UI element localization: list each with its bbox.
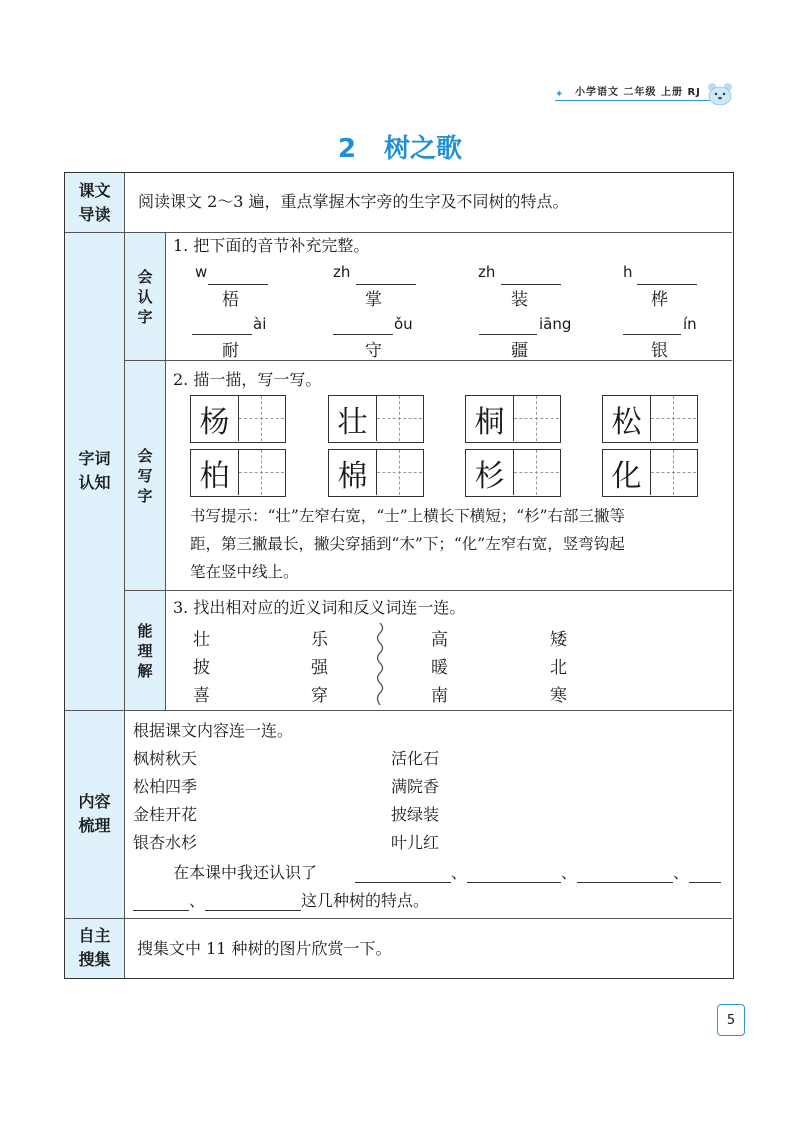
word-left-match[interactable]: 强 (311, 658, 328, 678)
pinyin-text: iāng (539, 315, 572, 333)
guide-text: 阅读课文 2～3 遍，重点掌握木字旁的生字及不同树的特点。 (138, 192, 569, 211)
content-label-line1: 内容 (78, 792, 111, 811)
answer-blank[interactable] (467, 882, 561, 883)
writing-grid[interactable] (190, 449, 286, 497)
understand-label-c1: 能 (137, 621, 153, 640)
search-label (65, 918, 124, 978)
word-right[interactable]: 高 (431, 630, 448, 650)
pinyin-text: h (623, 263, 633, 281)
hanzi: 装 (511, 290, 528, 310)
word-left[interactable]: 披 (193, 658, 210, 678)
writing-grid[interactable] (602, 395, 698, 443)
content-right-item[interactable]: 活化石 (391, 749, 440, 768)
word-left-match[interactable]: 穿 (311, 686, 328, 706)
answer-blank[interactable] (205, 910, 301, 911)
word-right-match[interactable]: 矮 (550, 630, 567, 650)
content-right-item[interactable]: 披绿装 (391, 805, 440, 824)
writing-tip-line: 书写提示：“壮”左窄右宽，“士”上横长下横短；“杉”右部三撇等 (190, 507, 626, 525)
divider (124, 173, 125, 978)
guide-label-line2: 导读 (78, 204, 111, 224)
hanzi: 桦 (651, 290, 668, 310)
pinyin-text: w (195, 263, 208, 281)
grid-guide (514, 472, 559, 473)
pinyin-text: ín (683, 315, 697, 333)
divider (65, 918, 732, 919)
answer-blank[interactable] (355, 882, 451, 883)
writing-grid[interactable] (465, 395, 561, 443)
write-label-c1: 会 (137, 446, 153, 465)
trace-char: 杉 (474, 458, 505, 494)
lesson-number: 2 (337, 134, 357, 164)
trace-char: 松 (611, 404, 642, 440)
writing-tip-line: 笔在竖中线上。 (190, 563, 299, 581)
content-left-item[interactable]: 金桂开花 (133, 805, 198, 824)
fill-suffix: 这几种树的特点。 (301, 891, 430, 910)
answer-blank[interactable] (192, 334, 252, 335)
page-number: 5 (717, 1004, 745, 1036)
recognize-label-c2: 认 (137, 287, 153, 306)
content-right-item[interactable]: 叶儿红 (391, 833, 440, 852)
divider (165, 232, 166, 710)
write-label-c3: 字 (137, 486, 153, 505)
hanzi: 疆 (511, 341, 528, 361)
divider (124, 590, 732, 591)
grid-guide (377, 418, 422, 419)
pinyin-text: zh (333, 263, 351, 281)
trace-char: 化 (611, 458, 642, 494)
content-left-item[interactable]: 银杏水杉 (133, 833, 198, 852)
recognize-label (125, 233, 165, 360)
wavy-divider (373, 623, 387, 705)
pinyin-text: ài (253, 315, 267, 333)
writing-grid[interactable] (602, 449, 698, 497)
content-label (65, 710, 124, 918)
trace-char: 柏 (199, 458, 230, 494)
understand-label-c3: 解 (137, 661, 153, 680)
writing-tip-line: 距，第三撇最长，撇尖穿插到“木”下；“化”左窄右宽，竖弯钩起 (190, 535, 625, 553)
hanzi: 银 (651, 341, 668, 361)
word-left[interactable]: 壮 (193, 630, 210, 650)
answer-blank[interactable] (133, 910, 189, 911)
guide-label (65, 173, 124, 232)
search-label-line1: 自主 (78, 926, 111, 945)
star-icon: ✦ (555, 89, 564, 100)
grid-guide (651, 418, 696, 419)
writing-grid[interactable] (328, 449, 424, 497)
recognize-label-c3: 字 (137, 307, 153, 326)
lesson-title (0, 128, 800, 165)
content-left-item[interactable]: 松柏四季 (133, 777, 198, 796)
lesson-name: 树之歌 (384, 134, 463, 164)
pinyin-text: ǒu (394, 315, 413, 333)
bear-mascot-icon (706, 82, 734, 106)
trace-char: 壮 (337, 404, 368, 440)
pinyin-text: zh (478, 263, 496, 281)
fill-sep: 、 (189, 891, 206, 910)
word-right[interactable]: 南 (431, 686, 448, 706)
writing-grid[interactable] (465, 449, 561, 497)
fill-sep: 、 (561, 863, 578, 882)
recognize-label-c1: 会 (137, 267, 153, 286)
hanzi: 梧 (222, 290, 239, 310)
hanzi: 耐 (222, 341, 239, 361)
writing-grid[interactable] (328, 395, 424, 443)
answer-blank[interactable] (623, 334, 681, 335)
answer-blank[interactable] (333, 334, 393, 335)
content-instruction: 根据课文内容连一连。 (133, 721, 294, 740)
trace-char: 桐 (474, 404, 505, 440)
write-label-c2: 写 (137, 466, 153, 485)
words-label-line1: 字词 (78, 449, 111, 468)
write-label (125, 361, 165, 590)
grid-guide (239, 418, 284, 419)
divider (65, 710, 732, 711)
search-text: 搜集文中 11 种树的图片欣赏一下。 (137, 939, 392, 958)
words-label-line2: 认知 (78, 473, 111, 492)
trace-char: 棉 (337, 458, 368, 494)
word-right[interactable]: 暖 (431, 658, 448, 678)
grid-guide (514, 418, 559, 419)
words-label (65, 232, 124, 710)
trace-char: 杨 (199, 404, 230, 440)
grid-guide (651, 472, 696, 473)
fill-prefix: 在本课中我还认识了 (173, 863, 318, 882)
understand-label (125, 591, 165, 710)
answer-blank[interactable] (689, 882, 721, 883)
hanzi: 守 (365, 341, 382, 361)
understand-instruction: 3. 找出相对应的近义词和反义词连一连。 (173, 598, 466, 617)
worksheet-table (64, 172, 734, 979)
answer-blank[interactable] (501, 284, 561, 285)
fill-sep: 、 (673, 863, 690, 882)
write-instruction: 2. 描一描，写一写。 (173, 370, 322, 389)
word-right-match[interactable]: 寒 (550, 686, 567, 706)
series-label: 小学语文 二年级 上册 RJ (575, 87, 701, 98)
hanzi: 掌 (365, 290, 382, 310)
answer-blank[interactable] (577, 882, 673, 883)
content-label-line2: 梳理 (78, 816, 111, 835)
writing-grid[interactable] (190, 395, 286, 443)
fill-sep: 、 (451, 863, 468, 882)
word-left-match[interactable]: 乐 (311, 630, 328, 650)
divider (124, 360, 732, 361)
content-right-item[interactable]: 满院香 (391, 777, 440, 796)
header-rule (555, 100, 715, 101)
grid-guide (239, 472, 284, 473)
search-label-line2: 搜集 (78, 950, 111, 969)
grid-guide (377, 472, 422, 473)
recognize-instruction: 1. 把下面的音节补充完整。 (173, 236, 370, 255)
answer-blank[interactable] (479, 334, 537, 335)
word-right-match[interactable]: 北 (550, 658, 567, 678)
content-left-item[interactable]: 枫树秋天 (133, 749, 198, 768)
understand-label-c2: 理 (137, 641, 153, 660)
word-left[interactable]: 喜 (193, 686, 210, 706)
guide-label-line1: 课文 (78, 180, 111, 200)
divider (65, 232, 732, 233)
